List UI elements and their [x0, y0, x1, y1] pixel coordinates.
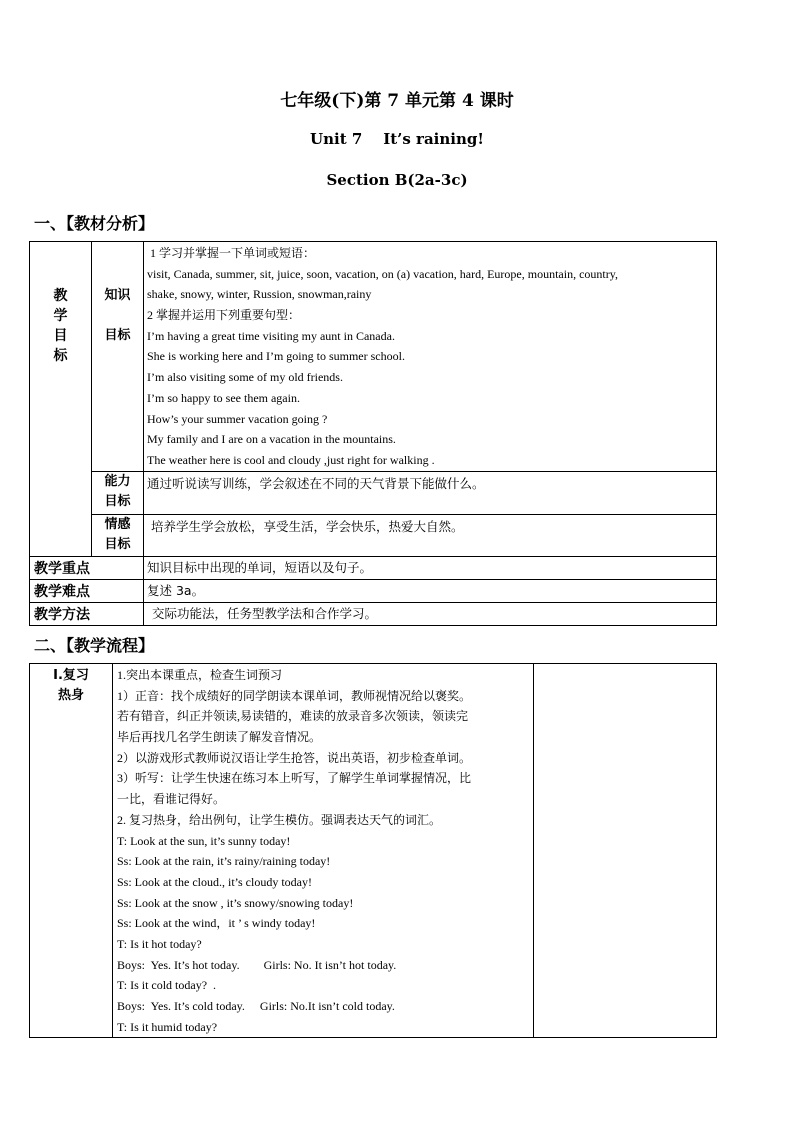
unit-title: Unit 7 It’s raining! [310, 130, 484, 148]
text-line: 2 掌握并运用下列重要句型： [147, 308, 301, 323]
knowledge-label: 知识 目标 [92, 242, 144, 472]
text-line: Ss: Look at the rain, it’s rainy/raining today! [117, 854, 331, 869]
text-line: I’m also visiting some of my old friends. [147, 370, 343, 385]
text-line: 1 学习并掌握一下单词或短语： [147, 246, 316, 260]
notes-column [534, 664, 717, 1038]
goal-label: 教 学 目 标 [30, 242, 92, 557]
text-line: How’s your summer vacation going ? [147, 411, 328, 426]
text-line: T: Is it humid today? [117, 1019, 218, 1034]
method-label: 教学方法 [30, 602, 144, 625]
method-text [144, 602, 717, 625]
text-line: T: Is it cold today? . [117, 978, 217, 993]
text-line: The weather here is cool and cloudy ,just right for walking . [147, 452, 435, 467]
step-label: Ⅰ.复习 热身 [30, 664, 113, 1038]
knowledge-content [144, 242, 717, 472]
text-line: Ss: Look at the wind，it ’ s windy today! [117, 916, 316, 931]
text-line: 一比，看谁记得好。 [117, 792, 226, 807]
section1-heading: 一、【教材分析】 [34, 214, 155, 233]
text-line: Boys: Yes. It’s hot today. Girls: No. It isn’t hot today. [117, 957, 397, 972]
text-line: 3）听写：让学生快速在练习本上听写，了解学生单词掌握情况，比 [117, 771, 472, 786]
text-line: My family and I are on a vacation in the mountains. [147, 432, 396, 447]
section-title: Section B(2a-3c) [326, 171, 468, 189]
text-line: visit, Canada, summer, sit, juice, soon, vacation, on (a) vacation, hard, Europe, mountain, country, [147, 266, 618, 281]
text-line: Ss: Look at the cloud., it’s cloudy today! [117, 874, 312, 889]
ability-text: 通过听说读写训练，学会叙述在不同的天气背景下能做什么。 [144, 471, 717, 514]
text-line: She is working here and I’m going to summer school. [147, 349, 405, 364]
difficult-label: 教学难点 [30, 579, 144, 602]
text-line: I’m having a great time visiting my aunt in Canada. [147, 328, 395, 343]
emotion-text: 培养学生学会放松，享受生活，学会快乐，热爱大自然。 [144, 514, 717, 556]
text-line: 2. 复习热身，给出例句，让学生模仿。强调表达天气的词汇。 [117, 812, 442, 827]
key-label: 教学重点 [30, 556, 144, 579]
analysis-table [29, 241, 717, 626]
text-line: 2）以游戏形式教师说汉语让学生抢答，说出英语，初步检查单词。 [117, 750, 472, 765]
text-line: 若有错音，纠正并领读,易读错的，难读的放录音多次领读，领读完 [117, 709, 469, 724]
key-text: 知识目标中出现的单词，短语以及句子。 [144, 556, 717, 579]
ability-label: 能力 目标 [92, 471, 144, 514]
text-line: I’m so happy to see them again. [147, 390, 300, 405]
text-line: Boys: Yes. It’s cold today. Girls: No.It isn’t cold today. [117, 999, 395, 1013]
emotion-label: 情感 目标 [92, 514, 144, 556]
method-text-value: 交际功能法，任务型教学法和合作学习。 [152, 605, 378, 621]
text-line: 毕后再找几名学生朗读了解发音情况。 [117, 730, 322, 745]
section2-heading: 二、【教学流程】 [34, 636, 155, 655]
page-title: 七年级(下)第 7 单元第 4 课时 [280, 91, 514, 111]
text-line: shake, snowy, winter, Russion, snowman,rainy [147, 287, 372, 302]
procedure-content [113, 664, 534, 1038]
procedure-table [29, 663, 717, 1038]
difficult-text: 复述 3a。 [144, 579, 717, 602]
text-line: T: Look at the sun, it’s sunny today! [117, 833, 291, 848]
text-line: Ss: Look at the snow , it’s snowy/snowing today! [117, 895, 354, 910]
text-line: 1）正音：找个成绩好的同学朗读本课单词，教师视情况给以褒奖。 [117, 688, 472, 703]
text-line: T: Is it hot today? [117, 936, 202, 951]
text-line: 1.突出本课重点，检查生词预习 [117, 668, 283, 682]
